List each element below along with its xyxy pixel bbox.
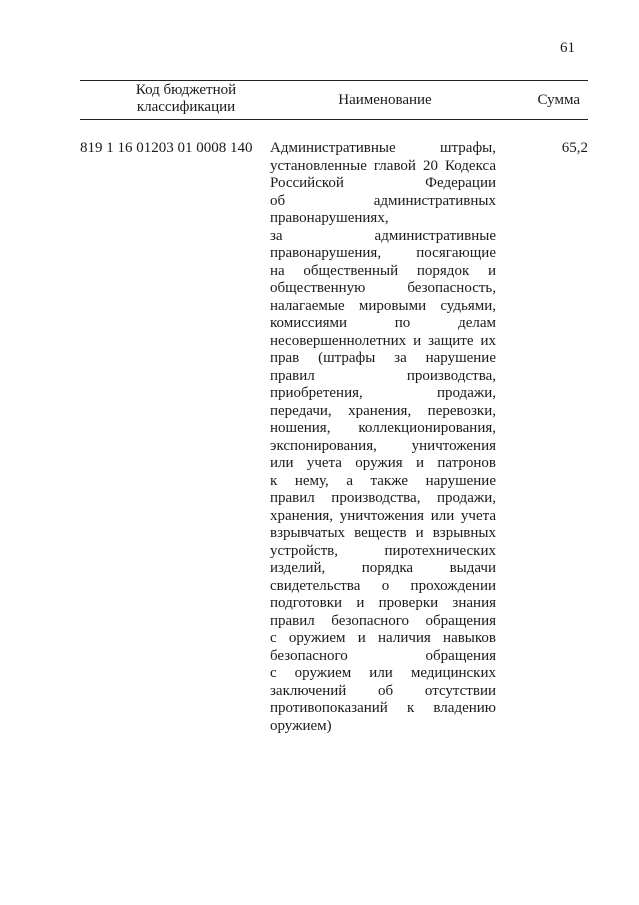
row-name-line: правил производства, — [270, 367, 496, 384]
row-name-line: оружием) — [270, 717, 332, 734]
header-name: Наименование — [338, 92, 432, 108]
header-code: Код бюджетной классификации — [135, 82, 237, 115]
row-name-line: прав (штрафы за нарушение — [270, 350, 496, 366]
row-name-line: свидетельства о прохождении — [270, 577, 496, 594]
row-name-line: безопасного обращения — [270, 647, 496, 664]
row-name-line: правил безопасного обращения — [270, 612, 496, 629]
row-name-line: взрывчатых веществ и взрывных — [270, 525, 496, 541]
row-name-line: за административные — [270, 227, 496, 244]
row-sum: 65,2 — [561, 140, 588, 156]
row-code: 819 1 16 01203 01 0008 140 — [80, 140, 253, 156]
row-name-line: установленные главой 20 Кодекса — [270, 157, 496, 174]
row-name-line: хранения, уничтожения или учета — [270, 507, 496, 524]
header-sum: Сумма — [537, 92, 580, 108]
row-name-line: с оружием или медицинских — [270, 665, 496, 681]
row-name-line: устройств, пиротехнических — [270, 542, 496, 559]
row-name-line: правонарушения, посягающие — [270, 245, 496, 261]
row-name-line: передачи, хранения, перевозки, — [270, 402, 496, 419]
row-name-line: общественную безопасность, — [270, 280, 496, 296]
budget-table — [80, 80, 588, 734]
row-name-line: несовершеннолетних и защите их — [270, 332, 496, 349]
row-name-line: ношения, коллекционирования, — [270, 420, 496, 436]
table-header — [80, 80, 588, 120]
row-name-line: об административных — [270, 192, 496, 209]
row-name-line: приобретения, продажи, — [270, 385, 496, 401]
row-name-line: подготовки и проверки знания — [270, 595, 496, 611]
row-name-line: с оружием и наличия навыков — [270, 630, 496, 646]
row-name-line: на общественный порядок и — [270, 262, 496, 279]
row-name-line: противопоказаний к владению — [270, 700, 496, 716]
row-name-line: заключений об отсутствии — [270, 682, 496, 699]
row-name-line: изделий, порядка выдачи — [270, 560, 496, 576]
row-name-line: экспонирования, уничтожения — [270, 437, 496, 454]
row-name-line: Российской Федерации — [270, 175, 496, 191]
row-name-line: или учета оружия и патронов — [270, 455, 496, 471]
row-name-line: правонарушениях, — [270, 210, 389, 226]
row-name-line: налагаемые мировыми судьями, — [270, 297, 496, 314]
row-name — [270, 140, 496, 735]
row-name-line: правил производства, продажи, — [270, 490, 496, 506]
row-name-line: Административные штрафы, — [270, 140, 496, 156]
row-name-line: к нему, а также нарушение — [270, 472, 496, 489]
row-name-line: комиссиями по делам — [270, 315, 496, 331]
page-number: 61 — [560, 40, 575, 56]
